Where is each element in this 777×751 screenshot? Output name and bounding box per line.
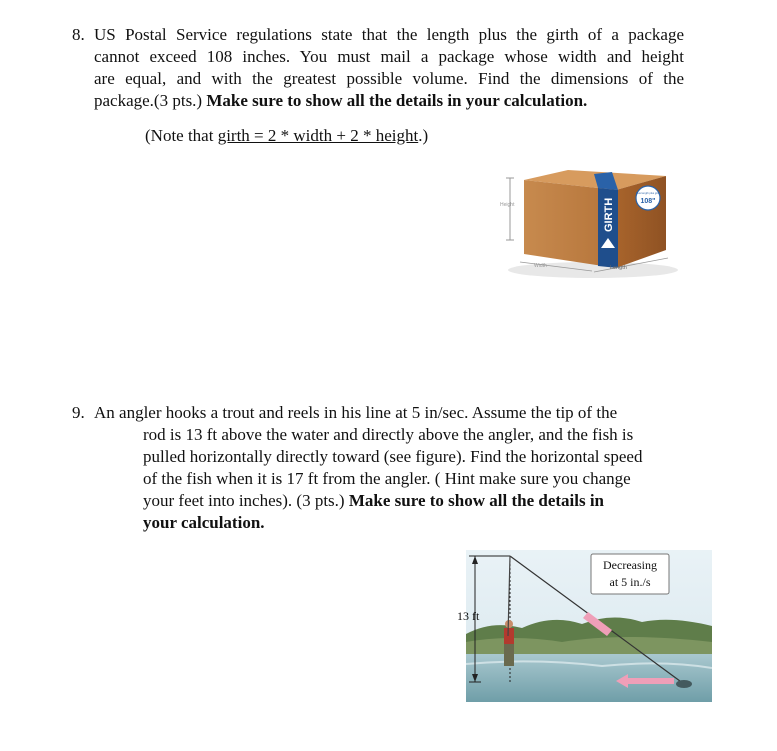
q9-line-5 xyxy=(143,490,703,512)
q9-line-4: of the fish when it is 17 ft from the angler. ( Hint make sure you change xyxy=(143,469,631,488)
rate-label-line-2: at 5 in./s xyxy=(609,575,651,589)
question-8-text xyxy=(94,24,684,112)
q9-instruction: Make sure to show all the details in xyxy=(348,491,605,510)
q8-line-2: cannot exceed 108 inches. You must mail a package whose width and height xyxy=(94,47,684,66)
q8-points: package.(3 pts.) xyxy=(94,91,207,110)
q8-line-4 xyxy=(94,90,684,112)
q8-line-3: are equal, and with the greatest possible volume. Find the dimensions of the xyxy=(94,69,684,88)
note-open: (Note that xyxy=(145,126,218,145)
package-figure xyxy=(498,168,683,283)
fishing-figure xyxy=(452,550,712,702)
length-label: Length xyxy=(610,265,627,271)
q9-line-2: rod is 13 ft above the water and directly above the angler, and the fish is xyxy=(143,425,634,444)
question-9-number: 9. xyxy=(72,403,85,422)
question-9-text xyxy=(143,424,703,534)
note-formula: girth = 2 * width + 2 * height xyxy=(217,126,419,145)
q9-points: your feet into inches). (3 pts.) xyxy=(143,491,349,510)
q9-instruction-end: your calculation. xyxy=(143,513,265,532)
width-label: Width xyxy=(534,263,547,269)
question-8-number: 8. xyxy=(72,25,85,44)
sticker-small-text: Max length plus girth xyxy=(636,192,660,195)
rod-height-label: 13 ft xyxy=(457,609,480,623)
q8-instruction: Make sure to show all the details in your calculation. xyxy=(206,91,588,110)
q9-line-1: An angler hooks a trout and reels in his line at 5 in/sec. Assume the tip of the xyxy=(94,403,618,422)
girth-label: GIRTH xyxy=(603,197,615,232)
sticker-value: 108" xyxy=(640,198,656,205)
q8-line-1: US Postal Service regulations state that the length plus the girth of a package xyxy=(94,25,684,44)
girth-note xyxy=(145,126,428,146)
height-label: Height xyxy=(500,202,515,208)
note-close: .) xyxy=(418,126,429,145)
q9-line-6 xyxy=(143,512,703,534)
q9-line-3: pulled horizontally directly toward (see figure). Find the horizontal speed xyxy=(143,447,643,466)
rate-label-line-1: Decreasing xyxy=(603,558,657,572)
